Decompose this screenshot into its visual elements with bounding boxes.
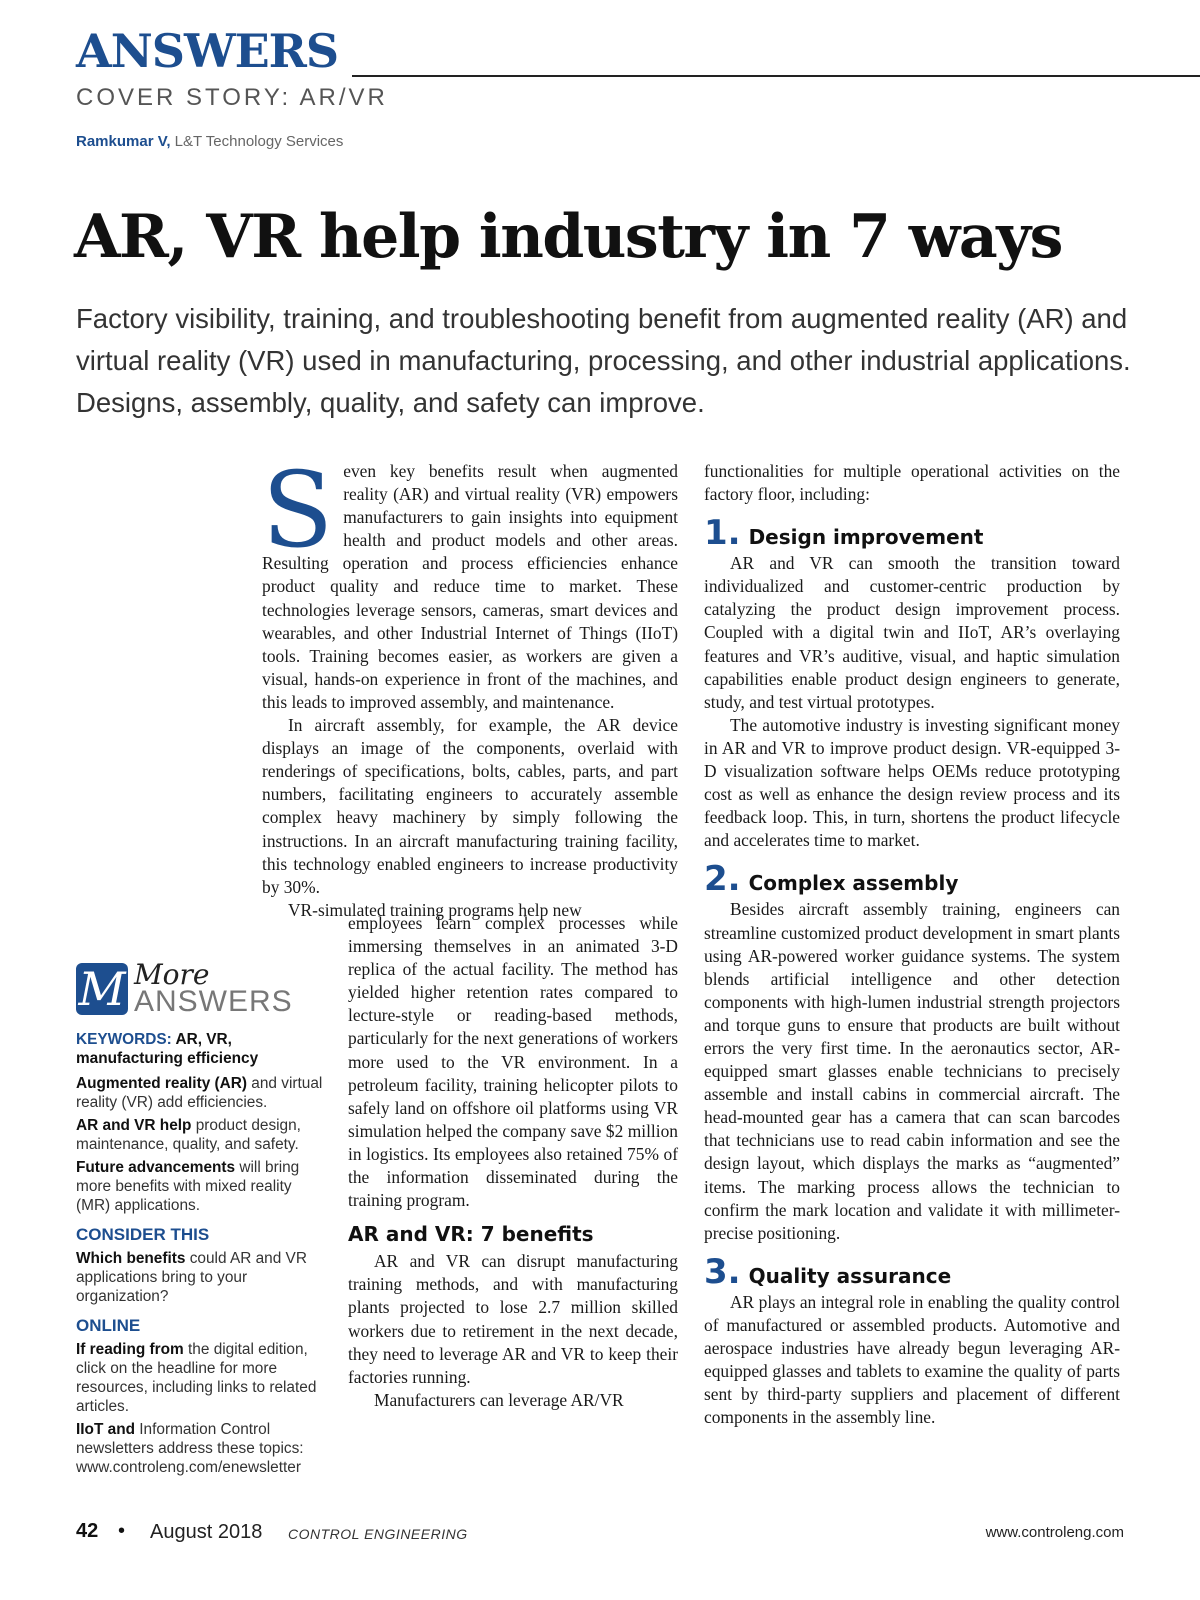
logo-answers: ANSWERS: [134, 985, 293, 1018]
point-lead: Which benefits: [76, 1250, 186, 1267]
body-column-left-lower: [348, 912, 678, 1412]
body-column-left: [262, 449, 678, 922]
sidebar-point: [76, 1116, 326, 1154]
body-paragraph: The automotive industry is investing significant money in AR and VR to improve product design. VR-equipped 3-D visualization software helps OEMs reduce prototyping cost as well as enhance the design review process and its feedback loop. This, in turn, shortens the product lifecycle and accelerates time to market.: [704, 714, 1120, 851]
online-text[interactable]: [76, 1420, 326, 1477]
issue-date: August 2018: [150, 1521, 263, 1543]
point-lead: Future advancements: [76, 1159, 236, 1176]
section-number: 3.: [704, 1251, 741, 1292]
point-rest: product design, maintenance, quality, and safety.: [76, 1117, 301, 1153]
point-lead: If reading from: [76, 1341, 184, 1358]
point-rest: could AR and VR applications bring to your organization?: [76, 1250, 307, 1305]
section-heading: [704, 513, 1120, 554]
point-rest: the digital edition, click on the headline for more resources, including links to related articles.: [76, 1341, 317, 1415]
byline: [76, 133, 343, 150]
point-rest: and virtual reality (VR) add efficiencies.: [76, 1075, 323, 1111]
badge-letter: M: [78, 962, 126, 1016]
author-affiliation: L&T Technology Services: [174, 133, 344, 150]
section-title: Design improvement: [748, 525, 984, 550]
section-number: 2.: [704, 859, 741, 900]
section-heading: [704, 859, 1120, 900]
point-lead: AR and VR help: [76, 1117, 192, 1134]
point-rest[interactable]: Information Control newsletters address these topics: www.controleng.com/enewsletter: [76, 1421, 304, 1476]
more-answers-logo: [76, 960, 326, 1018]
online-text: [76, 1340, 326, 1416]
deck: Factory visibility, training, and troubleshooting benefit from augmented reality (AR) and virtual reality (VR) used in manufacturing, processing, and other industrial applications. Designs, assembly, quality, and safety can improve.: [76, 303, 1131, 418]
point-lead: IIoT and: [76, 1421, 135, 1438]
section-title: Quality assurance: [748, 1263, 952, 1288]
section-heading: [704, 1251, 1120, 1292]
body-column-right: [704, 460, 1120, 1429]
point-rest: will bring more benefits with mixed reality (MR) applications.: [76, 1159, 300, 1214]
sidebar-point: [76, 1074, 326, 1112]
headline[interactable]: AR, VR help industry in 7 ways: [74, 202, 1062, 272]
subhead-benefits: AR and VR: 7 benefits: [348, 1222, 594, 1247]
more-answers-sidebar: [76, 960, 326, 1481]
keywords-label: KEYWORDS:: [76, 1031, 172, 1048]
section-title: ANSWERS: [76, 24, 339, 78]
publication-name: CONTROL ENGINEERING: [288, 1526, 468, 1542]
section-subtitle: COVER STORY: AR/VR: [76, 84, 388, 111]
keywords-line: [76, 1030, 326, 1068]
body-paragraph: Besides aircraft assembly training, engineers can streamline customized product development in smart plants using AR-powered worker guidance systems. The system blends artificial intelligence and other detection components with high-lumen industrial strength projectors and torque guns to ensure that products are built without errors the very first time. In the aeronautics sector, AR-equipped smart glasses enable technicians to precisely assemble and install cabins in commercial aircraft. The head-mounted gear has a camera that can scan barcodes that technicians use to read cabin information and see the design layout, which displays the marks as “augmented” items. The marking process allows the technician to confirm the mark location and validate it with millimeter-precise positioning.: [704, 899, 1120, 1243]
point-lead: Augmented reality (AR): [76, 1075, 248, 1092]
site-url-link[interactable]: www.controleng.com: [985, 1524, 1124, 1541]
sidebar-point: [76, 1158, 326, 1215]
online-heading: ONLINE: [76, 1316, 141, 1335]
body-paragraph: AR plays an integral role in enabling the quality control of manufactured or assembled products. Automotive and aerospace industries have already begun leveraging AR-equipped glasses and tablets to examine the quality of parts sent by third-party suppliers and placement of different components in the assembly line.: [704, 1291, 1120, 1428]
author-name: Ramkumar V,: [76, 133, 171, 150]
body-paragraph: VR-simulated training programs help new: [288, 899, 582, 920]
consider-this-heading: CONSIDER THIS: [76, 1225, 210, 1244]
body-paragraph: [262, 449, 678, 714]
paragraph-text: even key benefits result when augmented reality (AR) and virtual reality (VR) empowers manufacturers to gain insights into equipment health and product models and other areas. Resulting operation and process efficiencies enhance product quality and reduce time to market. These technologies leverage sensors, cameras, smart devices and wearables, and other Industrial Internet of Things (IIoT) tools. Training becomes easier, as workers are given a visual, hands-on experience in front of the machines, and this leads to improved assembly, and maintenance.: [262, 461, 678, 712]
m-badge-icon: [76, 963, 128, 1015]
drop-cap: S: [262, 449, 334, 571]
logo-more: More: [134, 958, 210, 991]
section-title: Complex assembly: [748, 871, 959, 896]
body-paragraph: Manufacturers can leverage AR/VR: [374, 1389, 624, 1410]
section-number: 1.: [704, 513, 741, 554]
header-rule: [352, 75, 1200, 77]
logo-words: [134, 958, 293, 1018]
page-number: 42: [76, 1520, 99, 1542]
keywords-value: AR, VR, manufacturing efficiency: [76, 1031, 259, 1067]
footer-bullet: •: [118, 1520, 126, 1542]
body-paragraph: functionalities for multiple operational activities on the factory floor, including:: [704, 461, 1120, 505]
body-paragraph: employees learn complex processes while immersing themselves in an animated 3-D replica of the actual facility. The method has yielded higher retention rates compared to lecture-style or reading-based methods, particularly for the next generations of workers more used to the VR environment. In a petroleum facility, training helicopter pilots to safely land on offshore oil platforms using VR simulation helped the company save $2 million in logistics. Its employees also retained 75% of the information disseminated during the training program.: [348, 913, 678, 1211]
consider-this-text: [76, 1249, 326, 1306]
body-paragraph: AR and VR can smooth the transition toward individualized and customer-centric production by catalyzing the product design improvement process. Coupled with a digital twin and IIoT, AR’s overlaying features and VR’s auditive, visual, and haptic simulation capabilities enable product design engineers to generate, study, and test virtual prototypes.: [704, 553, 1120, 712]
page-footer: [76, 1520, 1124, 1550]
body-paragraph: In aircraft assembly, for example, the AR device displays an image of the components, overlaid with renderings of specifications, bolts, cables, parts, and part numbers, facilitating engineers to accurately assemble complex heavy machinery by simply following the instructions. In an aircraft manufacturing training facility, this technology enabled engineers to increase productivity by 30%.: [262, 715, 678, 897]
body-paragraph: AR and VR can disrupt manufacturing training methods, and with manufacturing plants projected to lose 2.7 million skilled workers due to retirement in the next decade, they need to leverage AR and VR to keep their factories running.: [348, 1251, 678, 1387]
